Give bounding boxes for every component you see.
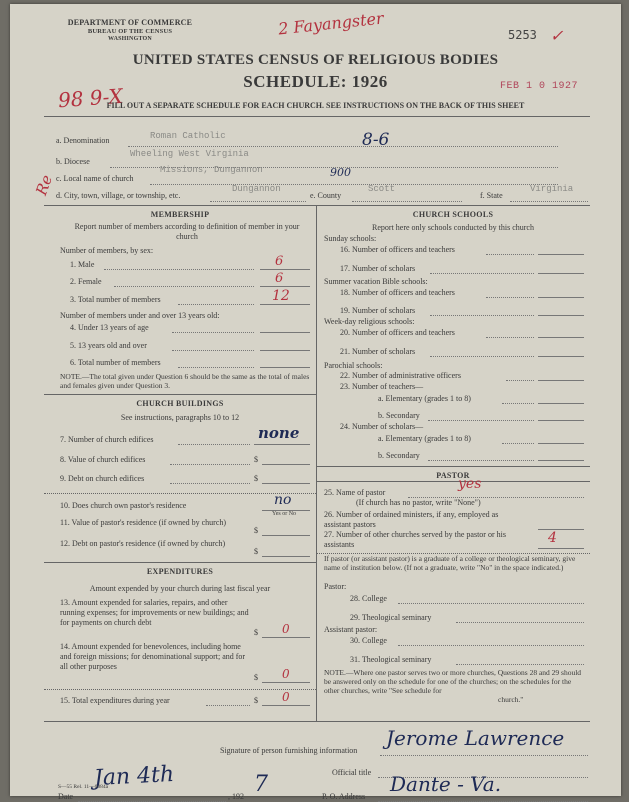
hand-code: 8-6 <box>362 130 390 150</box>
bureau-name: BUREAU OF THE CENSUS <box>87 28 173 35</box>
q14-value: 0 <box>282 667 290 681</box>
sunday-label: Sunday schools: <box>324 234 377 243</box>
q6-label: 6. Total number of members <box>70 358 161 367</box>
state-label: f. State <box>480 191 503 200</box>
q9-label: 9. Debt on church edifices <box>60 474 145 483</box>
q11-dollar: $ <box>254 526 258 535</box>
city-value: Dungannon <box>232 184 281 194</box>
summer-label: Summer vacation Bible schools: <box>324 277 428 286</box>
q25-label: 25. Name of pastor <box>324 488 386 497</box>
q3-label: 3. Total number of members <box>70 295 161 304</box>
instruction-line: FILL OUT A SEPARATE SCHEDULE FOR EACH CHURCH. SEE INSTRUCTIONS ON THE BACK OF THIS SHEET <box>106 101 525 110</box>
diocese-label: b. Diocese <box>56 157 90 166</box>
q23b-label: b. Secondary <box>378 411 420 420</box>
age-intro-label: Number of members under and over 13 years old: <box>60 311 220 320</box>
q30-label: 30. College <box>350 636 387 645</box>
city-name: WASHINGTON <box>108 36 152 42</box>
local-name-value: Missions, Dungannon <box>160 165 263 175</box>
year-prefix: , 192 <box>228 792 244 801</box>
pastor-sub-label: Pastor: <box>324 582 347 591</box>
state-value: Virginia <box>530 184 574 194</box>
q9-dollar: $ <box>254 474 258 483</box>
pastor-note: NOTE.—Where one pastor serves two or more churches, Questions 28 and 29 should be answered only on the schedule for one of the churches; on the schedules for the other churches, write "See schedule for <box>324 668 582 695</box>
q8-label: 8. Value of church edifices <box>60 455 146 464</box>
diocese-value: Wheeling West Virginia <box>130 149 249 159</box>
q7-value: none <box>258 424 300 442</box>
dept-name: DEPARTMENT OF COMMERCE <box>67 18 193 27</box>
membership-note: NOTE.—The total given under Question 6 should be the same as the total of males and females given under Question 3. <box>60 372 310 390</box>
form-title: UNITED STATES CENSUS OF RELIGIOUS BODIES <box>132 52 499 68</box>
pastor-note-end: church." <box>498 695 524 704</box>
q20-label: 20. Number of officers and teachers <box>340 328 455 337</box>
signature-value: Jerome Lawrence <box>386 726 565 750</box>
q31-label: 31. Theological seminary <box>350 655 432 664</box>
q13-value: 0 <box>282 622 290 636</box>
po-address-label: P. O. Address <box>322 792 366 801</box>
weekday-label: Week-day religious schools: <box>324 317 415 326</box>
q25-hint: (If church has no pastor, write "None") <box>356 498 481 507</box>
official-title-label: Official title <box>332 768 372 777</box>
form-number: 5253 <box>508 28 537 42</box>
red-note-left: 98 9-X <box>57 83 124 113</box>
q8-dollar: $ <box>254 455 258 464</box>
q2-label: 2. Female <box>70 277 102 286</box>
q17-label: 17. Number of scholars <box>340 264 416 273</box>
expenditures-sub: Amount expended by your church during last fiscal year <box>89 584 271 593</box>
red-annotation-margin: Re <box>32 172 56 198</box>
schools-title: CHURCH SCHOOLS <box>412 210 494 219</box>
q24a-label: a. Elementary (grades 1 to 8) <box>378 434 471 443</box>
date-label: Date <box>58 792 74 801</box>
q15-label: 15. Total expenditures during year <box>60 696 170 705</box>
q12-dollar: $ <box>254 547 258 556</box>
county-label: e. County <box>310 191 342 200</box>
schools-sub: Report here only schools conducted by this church <box>372 223 534 232</box>
q15-dollar: $ <box>254 696 258 705</box>
q13-label: 13. Amount expended for salaries, repairs, and other running expenses; for improvements or new buildings; and for payments on church debt <box>60 598 249 627</box>
parochial-label: Parochial schools: <box>324 361 383 370</box>
q24-label: 24. Number of scholars— <box>340 422 424 431</box>
graduate-note: If pastor (or assistant pastor) is a graduate of a college or theological seminary, give name of institution below. (If not a graduate, write "No" in the space indicated.) <box>324 554 576 572</box>
members-by-sex-label: Number of members, by sex: <box>60 246 154 255</box>
po-address-value: Dante - Va. <box>390 772 502 796</box>
q26-label: 26. Number of ordained ministers, if any, employed as assistant pastors <box>324 510 499 529</box>
denomination-label: a. Denomination <box>56 136 110 145</box>
denomination-value: Roman Catholic <box>150 131 226 141</box>
q3-value: 12 <box>272 288 290 304</box>
q2-value: 6 <box>275 271 284 286</box>
pastor-title: PASTOR <box>436 471 470 480</box>
date-value: Jan 4th <box>93 761 175 792</box>
hand-code-2: 900 <box>330 166 351 179</box>
buildings-title: CHURCH BUILDINGS <box>136 399 224 408</box>
schedule-title: SCHEDULE: 1926 <box>243 72 388 91</box>
q27-label: 27. Number of other churches served by the pastor or his assistants <box>324 530 506 549</box>
q21-label: 21. Number of scholars <box>340 347 416 356</box>
q18-label: 18. Number of officers and teachers <box>340 288 455 297</box>
q22-label: 22. Number of administrative officers <box>340 371 461 380</box>
year-value: 7 <box>254 772 268 797</box>
buildings-sub: See instructions, paragraphs 10 to 12 <box>120 413 240 422</box>
q5-label: 5. 13 years old and over <box>70 341 147 350</box>
q7-label: 7. Number of church edifices <box>60 435 154 444</box>
assistant-sub-label: Assistant pastor: <box>324 625 378 634</box>
q23-label: 23. Number of teachers— <box>340 382 424 391</box>
red-note-top: 2 Fayangster <box>277 8 385 39</box>
q23a-label: a. Elementary (grades 1 to 8) <box>378 394 471 403</box>
q14-label: 14. Amount expended for benevolences, including home and foreign missions; for denominational support; and for all other purposes <box>60 642 246 671</box>
expenditures-title: EXPENDITURES <box>146 567 214 576</box>
county-value: Scott <box>368 184 396 194</box>
q28-label: 28. College <box>350 594 387 603</box>
q16-label: 16. Number of officers and teachers <box>340 245 455 254</box>
form-code: S—55 Rel. 11—6084a <box>58 784 109 790</box>
q15-value: 0 <box>282 690 290 704</box>
membership-intro: Report number of members according to definition of member in your church <box>74 222 300 241</box>
q12-label: 12. Debt on pastor's residence (if owned by church) <box>60 539 226 548</box>
q10-hint: Yes or No <box>272 511 297 517</box>
q13-dollar: $ <box>254 628 258 637</box>
q11-label: 11. Value of pastor's residence (if owned by church) <box>60 518 227 527</box>
membership-title: MEMBERSHIP <box>150 210 210 219</box>
q1-value: 6 <box>275 254 284 269</box>
date-stamp: FEB 1 0 1927 <box>500 81 579 92</box>
q1-label: 1. Male <box>70 260 95 269</box>
q27-value: 4 <box>548 530 557 546</box>
q4-label: 4. Under 13 years of age <box>70 323 149 332</box>
q10-value: no <box>274 492 292 508</box>
q29-label: 29. Theological seminary <box>350 613 432 622</box>
q25-value: yes <box>458 476 482 492</box>
check-mark-icon: ✓ <box>550 26 564 45</box>
q10-label: 10. Does church own pastor's residence <box>60 501 187 510</box>
q19-label: 19. Number of scholars <box>340 306 416 315</box>
census-schedule-page <box>10 4 621 801</box>
signature-label: Signature of person furnishing information <box>220 746 358 755</box>
q24b-label: b. Secondary <box>378 451 420 460</box>
q14-dollar: $ <box>254 673 258 682</box>
city-label: d. City, town, village, or township, etc. <box>56 191 181 200</box>
local-name-label: c. Local name of church <box>56 174 134 183</box>
